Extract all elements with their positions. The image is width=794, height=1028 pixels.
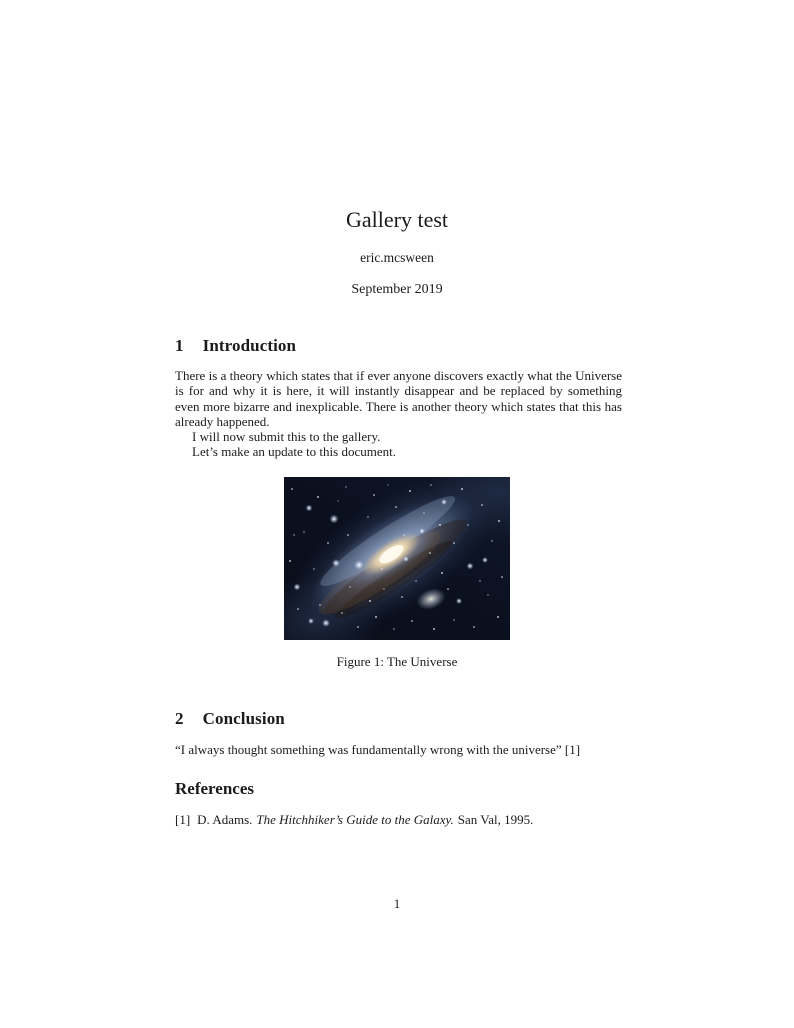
references-heading: References (175, 779, 254, 798)
reference-label: [1] (175, 812, 191, 827)
reference-text (197, 812, 622, 827)
conclusion-quote: “I always thought something was fundamentally wrong with the universe” [1] (175, 742, 581, 757)
section-heading-introduction (175, 336, 296, 356)
introduction-line-3: Let’s make an update to this document. (192, 444, 396, 460)
galaxy-figure-image (284, 477, 510, 640)
section-number: 1 (175, 336, 184, 355)
document-author: eric.mcsween (360, 250, 434, 265)
section-title: Introduction (202, 336, 297, 355)
figure-caption: Figure 1: The Universe (336, 654, 458, 669)
document-title: Gallery test (345, 207, 449, 232)
reference-item-1 (175, 812, 622, 827)
section-number: 2 (175, 709, 184, 728)
introduction-body (175, 368, 622, 460)
document-date: September 2019 (351, 282, 443, 297)
reference-publisher: San Val, 1995. (457, 812, 534, 827)
reference-authors: D. Adams. (197, 812, 253, 827)
section-heading-conclusion (175, 709, 285, 729)
introduction-line-2: I will now submit this to the gallery. (192, 429, 381, 445)
reference-title: The Hitchhiker’s Guide to the Galaxy. (256, 812, 454, 827)
introduction-paragraph: There is a theory which states that if ever anyone discovers exactly what the Universe is for and why it is here, it will instantly disappear and be replaced by something even more bizarre and inexplicable. There is another theory which states that this has already happened. (175, 368, 622, 429)
section-title: Conclusion (202, 709, 285, 728)
page-number: 1 (393, 896, 401, 911)
